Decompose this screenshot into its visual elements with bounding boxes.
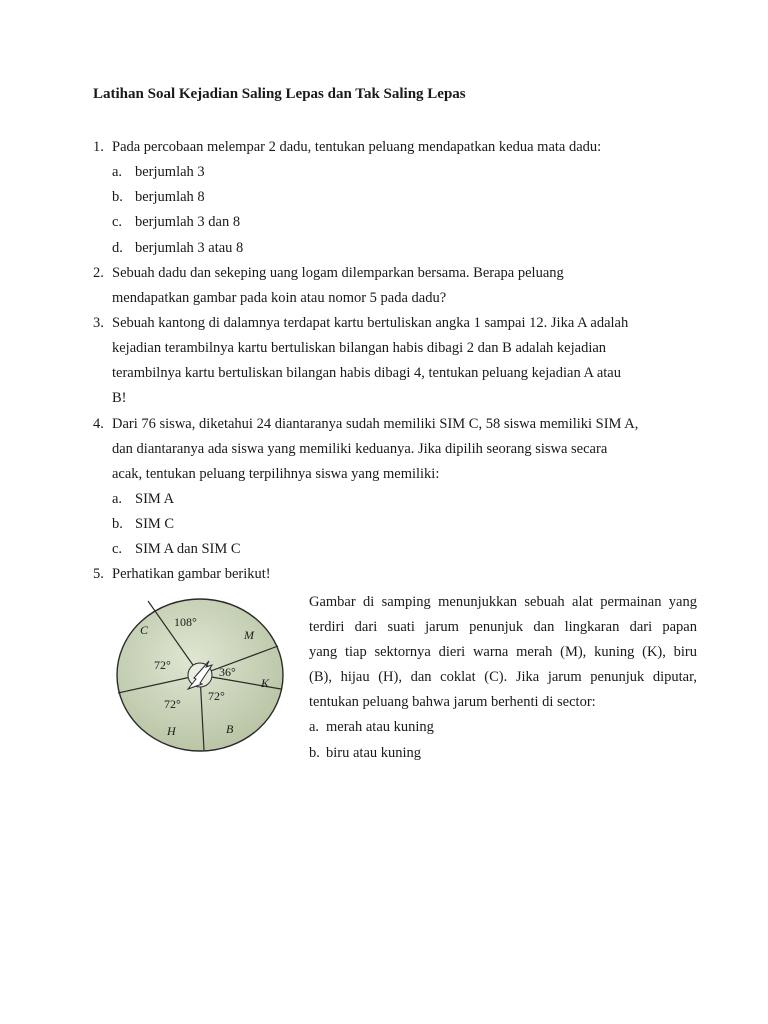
angle-label-c: 108°	[174, 615, 197, 629]
q4-item-c-letter: c.	[112, 541, 123, 557]
q1-number: 1.	[93, 139, 104, 155]
q4-number: 4.	[93, 416, 104, 432]
q5-paragraph-line-4: (B), hijau (H), dan coklat (C). Jika jarum penunjuk diputar,	[309, 669, 697, 685]
q4-item-a-letter: a.	[112, 491, 123, 507]
q1-text: Pada percobaan melempar 2 dadu, tentukan peluang mendapatkan kedua mata dadu:	[112, 139, 602, 155]
q3-line-4: B!	[112, 390, 127, 406]
spinner-wheel-figure	[110, 593, 290, 753]
q3-line-2: kejadian terambilnya kartu bertuliskan bilangan habis dibagi 2 dan B adalah kejadian	[112, 340, 607, 356]
sector-label-h: H	[167, 724, 176, 738]
q4-line-2: dan diantaranya ada siswa yang memiliki keduanya. Jika dipilih seorang siswa secara	[112, 441, 608, 457]
q5-paragraph-line-5: tentukan peluang bahwa jarum berhenti di sector:	[309, 694, 596, 710]
q5-item-b-text: biru atau kuning	[326, 745, 422, 761]
q5-item-a-text: merah atau kuning	[326, 719, 434, 735]
q3-line-3: terambilnya kartu bertuliskan bilangan habis dibagi 4, tentukan peluang kejadian A atau	[112, 365, 621, 381]
q5-number: 5.	[93, 566, 104, 582]
angle-label-h: 72°	[154, 658, 171, 672]
sector-label-m: M	[244, 628, 254, 642]
q2-line-2: mendapatkan gambar pada koin atau nomor 5 pada dadu?	[112, 290, 447, 306]
q5-paragraph-line-3: yang tiap sektornya dieri warna merah (M), kuning (K), biru	[309, 644, 697, 660]
q1-item-c-letter: c.	[112, 214, 123, 230]
q1-item-d-letter: d.	[112, 240, 123, 256]
q2-number: 2.	[93, 265, 104, 281]
q5-item-b-letter: b.	[309, 745, 320, 761]
angle-label-b: 72°	[208, 689, 225, 703]
q2-line-1: Sebuah dadu dan sekeping uang logam dilemparkan bersama. Berapa peluang	[112, 265, 564, 281]
worksheet-title: Latihan Soal Kejadian Saling Lepas dan Tak Saling Lepas	[93, 86, 466, 102]
q5-text: Perhatikan gambar berikut!	[112, 566, 271, 582]
sector-label-k: K	[261, 676, 270, 690]
q4-line-3: acak, tentukan peluang terpilihnya siswa yang memiliki:	[112, 466, 440, 482]
sector-label-c: C	[140, 623, 149, 637]
q4-item-c-text: SIM A dan SIM C	[135, 541, 241, 557]
q1-item-c-text: berjumlah 3 dan 8	[135, 214, 241, 230]
q5-paragraph-line-2: terdiri dari suati jarum penunjuk dan lingkaran dari papan	[309, 619, 697, 635]
q3-line-1: Sebuah kantong di dalamnya terdapat kartu bertuliskan angka 1 sampai 12. Jika A adalah	[112, 315, 629, 331]
q5-paragraph-line-1: Gambar di samping menunjukkan sebuah alat permainan yang	[309, 594, 697, 610]
sector-label-b: B	[226, 722, 234, 736]
q4-item-b-text: SIM C	[135, 516, 175, 532]
q1-item-a-text: berjumlah 3	[135, 164, 205, 180]
q1-item-d-text: berjumlah 3 atau 8	[135, 240, 244, 256]
q1-item-b-letter: b.	[112, 189, 123, 205]
q4-line-1: Dari 76 siswa, diketahui 24 diantaranya sudah memiliki SIM C, 58 siswa memiliki SIM A,	[112, 416, 639, 432]
q1-item-a-letter: a.	[112, 164, 123, 180]
q4-item-a-text: SIM A	[135, 491, 175, 507]
q1-item-b-text: berjumlah 8	[135, 189, 205, 205]
angle-label-k: 36°	[219, 665, 236, 679]
q5-item-a-letter: a.	[309, 719, 320, 735]
q4-item-b-letter: b.	[112, 516, 123, 532]
q3-number: 3.	[93, 315, 104, 331]
angle-label-h2: 72°	[164, 697, 181, 711]
